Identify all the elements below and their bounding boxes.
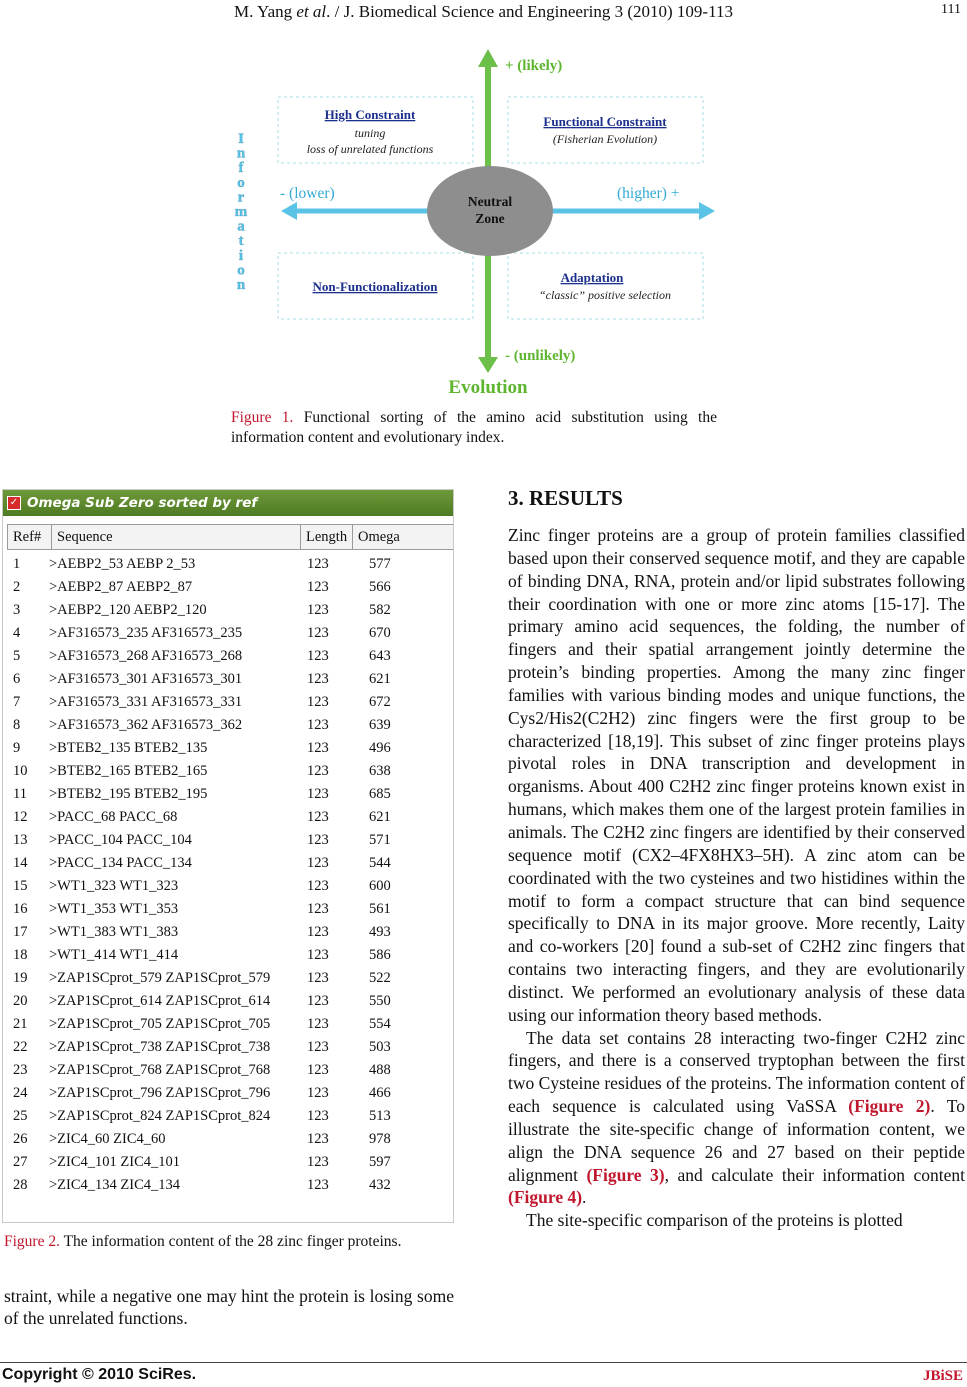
table-row[interactable] — [3, 853, 453, 876]
high-constraint-title: High Constraint — [324, 107, 416, 122]
table-header — [5, 524, 453, 550]
cell-length: 123 — [307, 1108, 329, 1124]
paragraph-2 — [508, 1027, 965, 1210]
table-row[interactable] — [3, 968, 453, 991]
table-row[interactable] — [3, 784, 453, 807]
paragraph-2-part-a: The data set contains 28 interacting two-finger C2H2 zinc fingers, and there is a conserved tryptophan between the first two Cysteine residues of the proteins. The information content of each sequence is calculated using VaSSA — [508, 1027, 965, 1117]
cell-ref: 23 — [13, 1062, 28, 1078]
cell-sequence: >ZIC4_101 ZIC4_101 — [49, 1154, 181, 1170]
cell-length: 123 — [307, 1062, 329, 1078]
cell-ref: 11 — [13, 786, 27, 802]
cell-omega: 550 — [369, 993, 391, 1009]
table-body — [3, 554, 453, 1198]
cell-sequence: >ZIC4_60 ZIC4_60 — [49, 1131, 166, 1147]
cell-ref: 19 — [13, 970, 28, 986]
cell-length: 123 — [307, 924, 329, 940]
cell-sequence: >WT1_383 WT1_383 — [49, 924, 179, 940]
table-row[interactable] — [3, 623, 453, 646]
cell-length: 123 — [307, 1016, 329, 1032]
cell-ref: 6 — [13, 671, 21, 687]
table-row[interactable] — [3, 1014, 453, 1037]
cell-ref: 10 — [13, 763, 28, 779]
cell-ref: 13 — [13, 832, 28, 848]
page-number: 111 — [941, 2, 961, 17]
cell-sequence: >WT1_323 WT1_323 — [49, 878, 179, 894]
cell-omega: 978 — [369, 1131, 391, 1147]
table-row[interactable] — [3, 830, 453, 853]
table-row[interactable] — [3, 715, 453, 738]
table-row[interactable] — [3, 922, 453, 945]
neutral-zone-line1: Neutral — [467, 194, 513, 209]
figure-1-caption — [231, 408, 717, 448]
high-constraint-line1: tuning — [354, 126, 386, 140]
adaptation-title: Adaptation — [560, 270, 624, 285]
running-head — [0, 2, 967, 22]
cell-omega: 643 — [369, 648, 391, 664]
cell-omega: 621 — [369, 671, 391, 687]
paragraph-1: Zinc finger proteins are a group of protein families classified based upon their conserved sequence motif, and they are capable of binding DNA, RNA, protein and/or lipid substrates following their coordination with one or more zinc atoms [15-17]. The primary amino acid sequences, the folding, the number of fingers and their spatial arrangement jointly determine the protein’s binding properties. Among the many zinc finger families with various binding modes and unique functions, the Cys2/His2(C2H2) zinc fingers were the first group to be characterized [18,19]. This subset of zinc finger proteins plays pivotal roles in DNA transcription and development in organisms. About 400 C2H2 zinc finger proteins known exist in humans, which makes them one of the largest protein families in animals. The C2H2 zinc fingers are identified by their conserved sequence motif (CX2–4FX8HX3–5H). A zinc atom can be coordinated with the two cysteines and two histidines within the motif to form a compact structure that can bind sequence specifically to DNA in its major groove. More recently, Laity and co-workers [20] found a sub-set of C2H2 zinc fingers that contains two interacting fingers, and they are evolutionarily distinct. We performed an evolutionary analysis of these data using our information theory based methods. — [508, 525, 965, 1025]
y-axis-title-letter: a — [237, 218, 245, 235]
cell-length: 123 — [307, 1154, 329, 1170]
functional-constraint-title: Functional Constraint — [543, 114, 667, 129]
cell-omega: 496 — [369, 740, 391, 756]
left-column-continuation: straint, while a negative one may hint the protein is losing some of the unrelated functions. — [4, 1286, 454, 1328]
cell-omega: 582 — [369, 602, 391, 618]
running-head-journal: . / J. Biomedical Science and Engineering 3 (2010) 109-113 — [326, 2, 733, 21]
cell-omega: 621 — [369, 809, 391, 825]
cell-sequence: >PACC_134 PACC_134 — [49, 855, 192, 871]
cell-omega: 600 — [369, 878, 391, 894]
cell-sequence: >BTEB2_195 BTEB2_195 — [49, 786, 208, 802]
cell-ref: 8 — [13, 717, 21, 733]
cell-ref: 1 — [13, 556, 21, 572]
cell-sequence: >WT1_414 WT1_414 — [49, 947, 179, 963]
cell-sequence: >PACC_68 PACC_68 — [49, 809, 178, 825]
cell-ref: 5 — [13, 648, 21, 664]
cell-omega: 672 — [369, 694, 391, 710]
cell-omega: 670 — [369, 625, 391, 641]
figure-2-label: Figure 2. — [4, 1233, 60, 1250]
figure-4-ref-link[interactable]: (Figure 4) — [508, 1187, 583, 1208]
table-row[interactable] — [3, 899, 453, 922]
quadrant-box-top-right — [508, 97, 703, 163]
table-row[interactable] — [3, 577, 453, 600]
figure-2-caption — [4, 1232, 454, 1252]
cell-omega: 597 — [369, 1154, 391, 1170]
cell-omega: 685 — [369, 786, 391, 802]
cell-ref: 22 — [13, 1039, 28, 1055]
cell-sequence: >BTEB2_135 BTEB2_135 — [49, 740, 208, 756]
cell-omega: 561 — [369, 901, 391, 917]
paragraph-2-part-c: , and calculate their information content — [664, 1164, 966, 1185]
table-row[interactable] — [3, 807, 453, 830]
running-head-etal: et al — [296, 2, 327, 21]
cell-sequence: >ZAP1SCprot_824 ZAP1SCprot_824 — [49, 1108, 271, 1124]
table-row[interactable] — [3, 646, 453, 669]
cell-sequence: >ZAP1SCprot_705 ZAP1SCprot_705 — [49, 1016, 271, 1032]
cell-omega: 493 — [369, 924, 391, 940]
figure-2-window — [2, 489, 454, 1223]
cell-length: 123 — [307, 786, 329, 802]
y-axis-title-letter: n — [236, 277, 246, 293]
cell-length: 123 — [307, 694, 329, 710]
cell-ref: 18 — [13, 947, 28, 963]
functional-constraint-line1: (Fisherian Evolution) — [552, 132, 658, 146]
cell-sequence: >BTEB2_165 BTEB2_165 — [49, 763, 208, 779]
table-row[interactable] — [3, 600, 453, 623]
cell-length: 123 — [307, 1177, 329, 1193]
window-close-icon[interactable]: ✓ — [7, 496, 21, 510]
cell-omega: 513 — [369, 1108, 391, 1124]
y-axis-title-letter: f — [238, 160, 244, 177]
cell-length: 123 — [307, 625, 329, 641]
up-arrowhead — [478, 49, 498, 67]
cell-sequence: >WT1_353 WT1_353 — [49, 901, 179, 917]
cell-ref: 21 — [13, 1016, 28, 1032]
cell-omega: 554 — [369, 1016, 391, 1032]
cell-sequence: >ZIC4_134 ZIC4_134 — [49, 1177, 181, 1193]
cell-omega: 466 — [369, 1085, 391, 1101]
cell-length: 123 — [307, 809, 329, 825]
table-row[interactable] — [3, 1083, 453, 1106]
page-header — [0, 2, 967, 24]
cell-sequence: >AEBP2_53 AEBP 2_53 — [49, 556, 196, 572]
table-row[interactable] — [3, 761, 453, 784]
cell-omega: 503 — [369, 1039, 391, 1055]
down-arrowhead — [478, 357, 498, 373]
cell-length: 123 — [307, 970, 329, 986]
cell-ref: 3 — [13, 602, 21, 618]
cell-ref: 25 — [13, 1108, 28, 1124]
cell-ref: 26 — [13, 1131, 28, 1147]
cell-length: 123 — [307, 717, 329, 733]
cell-length: 123 — [307, 1085, 329, 1101]
cell-sequence: >AF316573_331 AF316573_331 — [49, 694, 243, 710]
cell-length: 123 — [307, 947, 329, 963]
section-heading: 3. RESULTS — [508, 486, 623, 510]
cell-ref: 2 — [13, 579, 21, 595]
cell-ref: 7 — [13, 694, 21, 710]
cell-sequence: >ZAP1SCprot_614 ZAP1SCprot_614 — [49, 993, 271, 1009]
cell-length: 123 — [307, 855, 329, 871]
cell-ref: 28 — [13, 1177, 28, 1193]
figure-1-caption-text: Functional sorting of the amino acid substitution using the information content and evolutionary index. — [231, 409, 717, 446]
cell-omega: 586 — [369, 947, 391, 963]
cell-length: 123 — [307, 602, 329, 618]
cell-ref: 14 — [13, 855, 28, 871]
table-row[interactable] — [3, 1129, 453, 1152]
left-axis-label: - (lower) — [280, 185, 335, 202]
figure-1-label: Figure 1. — [231, 409, 294, 426]
cell-omega: 488 — [369, 1062, 391, 1078]
cell-ref: 9 — [13, 740, 21, 756]
y-axis-title-letter: t — [238, 233, 244, 250]
cell-ref: 17 — [13, 924, 28, 940]
paragraph-2-part-b: . To illustrate the site-specific change of information content, we align the DNA sequence 26 and 27 based on their peptide alignment — [508, 1096, 965, 1185]
cell-ref: 24 — [13, 1085, 28, 1101]
cell-length: 123 — [307, 1039, 329, 1055]
y-axis-title-letter: n — [236, 145, 246, 162]
column-header-sequence[interactable]: Sequence — [51, 524, 301, 550]
cell-length: 123 — [307, 648, 329, 664]
footer-divider — [0, 1362, 967, 1363]
footer-journal: JBiSE — [922, 1368, 963, 1384]
cell-omega: 571 — [369, 832, 391, 848]
window-title-bar — [3, 490, 453, 516]
cell-omega: 432 — [369, 1177, 391, 1193]
column-header-ref[interactable]: Ref# — [7, 524, 52, 550]
table-row[interactable] — [3, 738, 453, 761]
table-row[interactable] — [3, 669, 453, 692]
cell-omega: 522 — [369, 970, 391, 986]
table-row[interactable] — [3, 1175, 453, 1198]
cell-sequence: >ZAP1SCprot_796 ZAP1SCprot_796 — [49, 1085, 271, 1101]
cell-ref: 20 — [13, 993, 28, 1009]
cell-sequence: >PACC_104 PACC_104 — [49, 832, 192, 848]
cell-omega: 544 — [369, 855, 391, 871]
paragraph-3: The site-specific comparison of the proteins is plotted — [526, 1210, 903, 1231]
cell-length: 123 — [307, 671, 329, 687]
table-row[interactable] — [3, 692, 453, 715]
cell-length: 123 — [307, 878, 329, 894]
table-row[interactable] — [3, 1152, 453, 1175]
cell-length: 123 — [307, 832, 329, 848]
figure-1-diagram — [225, 45, 725, 405]
table-row[interactable] — [3, 1060, 453, 1083]
table-row[interactable] — [3, 945, 453, 968]
cell-sequence: >AF316573_301 AF316573_301 — [49, 671, 243, 687]
x-axis-title: Evolution — [448, 377, 528, 398]
bottom-axis-label: - (unlikely) — [505, 348, 576, 364]
table-row[interactable] — [3, 876, 453, 899]
running-head-authors: M. Yang — [234, 2, 297, 21]
column-header-omega[interactable]: Omega — [352, 524, 454, 550]
cell-sequence: >AF316573_235 AF316573_235 — [49, 625, 243, 641]
cell-ref: 16 — [13, 901, 28, 917]
right-axis-label: (higher) + — [617, 185, 680, 202]
figure-3-ref-link[interactable]: (Figure 3) — [586, 1164, 665, 1185]
top-axis-label: + (likely) — [505, 58, 563, 74]
cell-omega: 566 — [369, 579, 391, 595]
right-arrowhead — [699, 202, 715, 220]
cell-length: 123 — [307, 901, 329, 917]
left-arrowhead — [281, 202, 297, 220]
cell-length: 123 — [307, 740, 329, 756]
cell-ref: 15 — [13, 878, 28, 894]
table-row[interactable] — [3, 991, 453, 1014]
non-functionalization-title: Non-Functionalization — [312, 279, 438, 294]
cell-omega: 639 — [369, 717, 391, 733]
cell-sequence: >ZAP1SCprot_738 ZAP1SCprot_738 — [49, 1039, 271, 1055]
y-axis-title-letter: o — [237, 174, 245, 191]
footer-copyright: Copyright © 2010 SciRes. — [2, 1366, 197, 1383]
paragraph-2-part-d: . — [582, 1187, 587, 1208]
results-body — [508, 524, 965, 1232]
cell-sequence: >AF316573_362 AF316573_362 — [49, 717, 243, 733]
cell-length: 123 — [307, 1131, 329, 1147]
cell-ref: 4 — [13, 625, 21, 641]
y-axis-title-letter: m — [234, 204, 248, 220]
cell-length: 123 — [307, 993, 329, 1009]
figure-2-ref-link[interactable]: (Figure 2) — [848, 1096, 931, 1117]
cell-length: 123 — [307, 763, 329, 779]
y-axis-title — [235, 131, 248, 293]
cell-omega: 638 — [369, 763, 391, 779]
cell-sequence: >AEBP2_120 AEBP2_120 — [49, 602, 207, 618]
y-axis-title-letter: i — [238, 247, 244, 264]
figure-2-caption-text: The information content of the 28 zinc finger proteins. — [59, 1233, 402, 1250]
cell-length: 123 — [307, 556, 329, 572]
cell-omega: 577 — [369, 556, 391, 572]
table-row[interactable] — [3, 1106, 453, 1129]
neutral-zone-line2: Zone — [475, 211, 505, 226]
y-axis-title-letter: r — [237, 189, 245, 206]
cell-sequence: >AF316573_268 AF316573_268 — [49, 648, 243, 664]
cell-sequence: >ZAP1SCprot_768 ZAP1SCprot_768 — [49, 1062, 271, 1078]
table-row[interactable] — [3, 1037, 453, 1060]
cell-ref: 12 — [13, 809, 28, 825]
cell-ref: 27 — [13, 1154, 28, 1170]
table-row[interactable] — [3, 554, 453, 577]
column-header-length[interactable]: Length — [300, 524, 353, 550]
y-axis-title-letter: I — [238, 131, 244, 147]
cell-sequence: >ZAP1SCprot_579 ZAP1SCprot_579 — [49, 970, 271, 986]
adaptation-line1: “classic” positive selection — [539, 288, 671, 302]
high-constraint-line2: loss of unrelated functions — [306, 142, 434, 156]
quadrant-box-bottom-right — [508, 253, 703, 319]
y-axis-title-letter: o — [237, 262, 245, 279]
window-title: Omega Sub Zero sorted by ref — [27, 495, 258, 511]
cell-length: 123 — [307, 579, 329, 595]
cell-sequence: >AEBP2_87 AEBP2_87 — [49, 579, 193, 595]
